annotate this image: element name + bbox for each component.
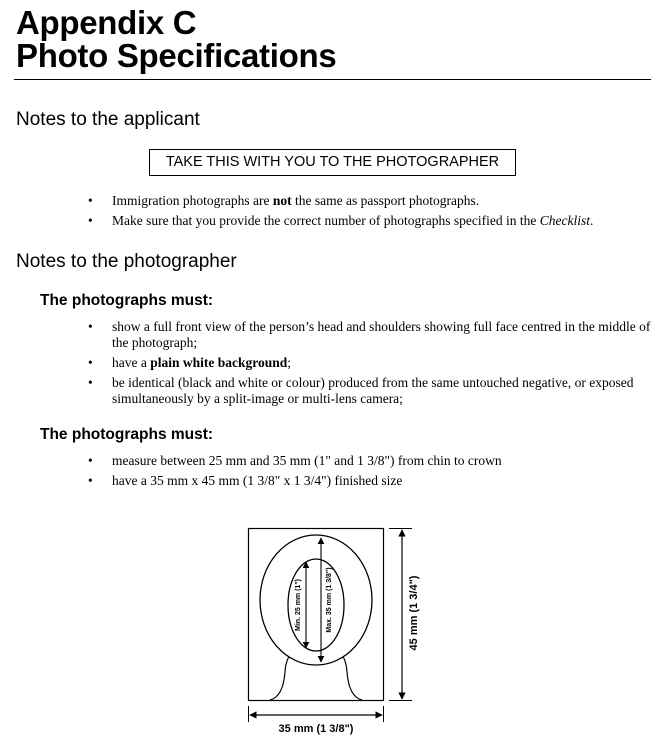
bullet-icon: • [88,473,93,488]
requirement-emphasis: plain white background [150,355,288,370]
checklist-reference: Checklist [539,213,590,228]
note-text: Immigration photographs are [112,193,273,208]
height-label: 45 mm (1 3/4") [408,575,420,651]
requirement-text: show a full front view of the person’s head and shoulders showing full face centred in the middle of the photograph; [112,319,651,350]
max-head-oval [260,535,372,665]
requirement-text: ; [287,355,292,370]
photographer-heading: Notes to the photographer [16,251,237,272]
requirement-text: have a [112,355,151,370]
max-label: Max. 35 mm (1 3/8") [326,567,333,633]
applicant-heading: Notes to the applicant [16,109,200,130]
note-emphasis: not [272,193,292,208]
requirements-heading-1: The photographs must: [40,292,214,309]
bullet-icon: • [88,193,93,208]
note-text: . [590,213,594,228]
note-text: Make sure that you provide the correct number of photographs specified in the [112,213,540,228]
bullet-icon: • [88,319,93,334]
bullet-icon: • [88,453,93,468]
requirement-text: be identical (black and white or colour) produced from the same untouched negative, or exposed simultaneously by a split-image or multi-lens camera; [112,375,634,406]
title-line-2: Photo Specifications [16,37,337,74]
requirements-heading-2: The photographs must: [40,426,214,443]
requirement-text: have a 35 mm x 45 mm (1 3/8" x 1 3/4") finished size [112,473,403,488]
width-label: 35 mm (1 3/8") [278,723,354,735]
bullet-icon: • [88,375,93,390]
photographer-callout-box: TAKE THIS WITH YOU TO THE PHOTOGRAPHER [149,149,516,176]
requirement-text: measure between 25 mm and 35 mm (1" and 1 3/8") from chin to crown [112,453,502,468]
bullet-icon: • [88,355,93,370]
min-label: Min. 25 mm (1") [295,579,302,631]
note-text: the same as passport photographs. [291,193,480,208]
bullet-icon: • [88,213,93,228]
title-line-1: Appendix C [16,4,197,41]
